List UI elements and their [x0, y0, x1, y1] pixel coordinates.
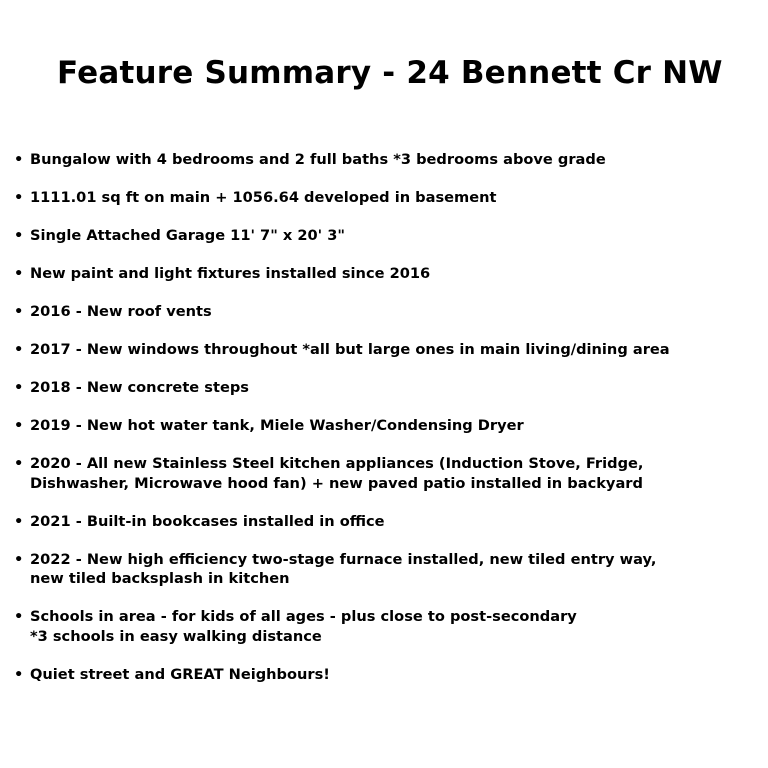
bullet-icon: • — [14, 151, 24, 168]
bullet-icon: • — [14, 303, 24, 320]
feature-item — [14, 550, 764, 589]
feature-item — [14, 264, 764, 284]
feature-item — [14, 665, 764, 685]
bullet-icon: • — [14, 227, 24, 244]
feature-text: New paint and light fixtures installed since 2016 — [30, 265, 431, 282]
bullet-icon: • — [14, 455, 24, 472]
feature-text: 2019 - New hot water tank, Miele Washer/Condensing Dryer — [30, 417, 524, 434]
bullet-icon: • — [14, 608, 24, 625]
feature-item — [14, 302, 764, 322]
feature-text: Quiet street and GREAT Neighbours! — [30, 665, 330, 683]
feature-item — [14, 340, 764, 360]
feature-item — [14, 226, 764, 246]
page-title: Feature Summary - 24 Bennett Cr NW — [57, 55, 723, 91]
feature-item — [14, 188, 764, 208]
bullet-icon: • — [14, 265, 24, 282]
bullet-icon: • — [14, 189, 24, 206]
feature-text: Schools in area - for kids of all ages - plus close to post-secondary — [30, 608, 577, 625]
feature-text: 2021 - Built-in bookcases installed in office — [30, 512, 385, 530]
feature-list — [14, 150, 764, 703]
feature-item — [14, 454, 764, 493]
feature-text: 1111.01 sq ft on main + 1056.64 developed in basement — [30, 189, 497, 206]
bullet-icon: • — [14, 512, 24, 530]
feature-text: 2022 - New high efficiency two-stage furnace installed, new tiled entry way, — [30, 550, 657, 568]
bullet-icon: • — [14, 379, 24, 396]
feature-item — [14, 512, 764, 532]
feature-item — [14, 416, 764, 436]
bullet-icon: • — [14, 417, 24, 434]
feature-item — [14, 607, 764, 646]
bullet-icon: • — [14, 550, 24, 568]
feature-text: 2016 - New roof vents — [30, 303, 212, 320]
feature-text: Bungalow with 4 bedrooms and 2 full baths *3 bedrooms above grade — [30, 151, 606, 168]
feature-text: Single Attached Garage 11' 7" x 20' 3" — [30, 227, 345, 244]
feature-item — [14, 378, 764, 398]
feature-text: 2018 - New concrete steps — [30, 379, 249, 396]
feature-text: new tiled backsplash in kitchen — [30, 570, 290, 587]
feature-text: Dishwasher, Microwave hood fan) + new paved patio installed in backyard — [30, 474, 643, 492]
feature-text: 2017 - New windows throughout *all but large ones in main living/dining area — [30, 341, 670, 358]
feature-text: *3 schools in easy walking distance — [30, 627, 322, 645]
bullet-icon: • — [14, 341, 24, 358]
feature-text: 2020 - All new Stainless Steel kitchen appliances (Induction Stove, Fridge, — [30, 455, 644, 472]
feature-item — [14, 150, 764, 170]
bullet-icon: • — [14, 665, 24, 683]
